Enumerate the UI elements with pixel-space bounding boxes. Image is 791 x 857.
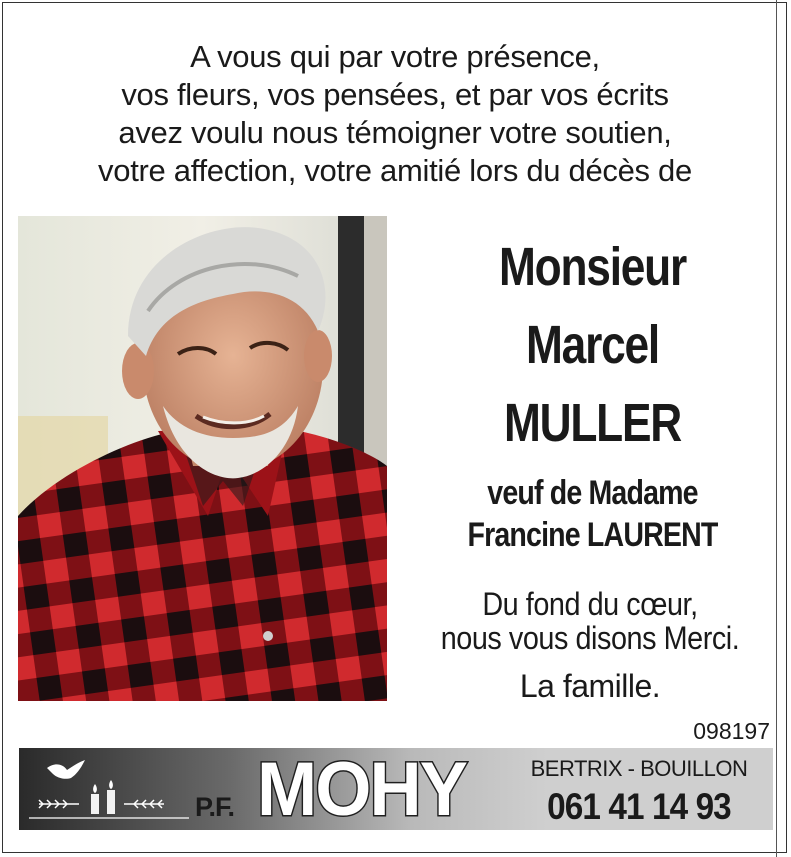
widow-of xyxy=(420,472,765,556)
funeral-home-prefix: P.F. xyxy=(195,792,235,822)
right-rule xyxy=(776,0,777,857)
funeral-logo-icon xyxy=(19,748,219,830)
intro-line: vos fleurs, vos pensées, et par vos écrits xyxy=(121,77,669,112)
intro-text xyxy=(20,38,770,190)
funeral-home-banner xyxy=(19,748,773,830)
deceased-title: Monsieur xyxy=(499,237,686,297)
funeral-home-phone: 061 41 14 93 xyxy=(547,786,731,827)
intro-line: avez voulu nous témoigner votre soutien, xyxy=(118,115,672,150)
family-signature: La famille. xyxy=(519,668,661,704)
deceased-last-name: MULLER xyxy=(503,393,682,453)
deceased-first-name: Marcel xyxy=(526,315,659,375)
thanks-message xyxy=(400,587,780,655)
reference-number: 098197 xyxy=(693,718,770,744)
intro-line: votre affection, votre amitié lors du décès de xyxy=(98,153,692,188)
funeral-home-locality: BERTRIX - BOUILLON xyxy=(530,756,748,781)
portrait-photo xyxy=(18,216,387,701)
widow-line-2: Francine LAURENT xyxy=(467,516,718,554)
deceased-name xyxy=(420,228,765,462)
widow-line-1: veuf de Madame xyxy=(487,474,698,512)
funeral-home-name: MOHY xyxy=(257,748,466,830)
thanks-line-2: nous vous disons Merci. xyxy=(440,620,740,656)
thanks-line-1: Du fond du cœur, xyxy=(482,586,698,622)
intro-line: A vous qui par votre présence, xyxy=(190,39,600,74)
